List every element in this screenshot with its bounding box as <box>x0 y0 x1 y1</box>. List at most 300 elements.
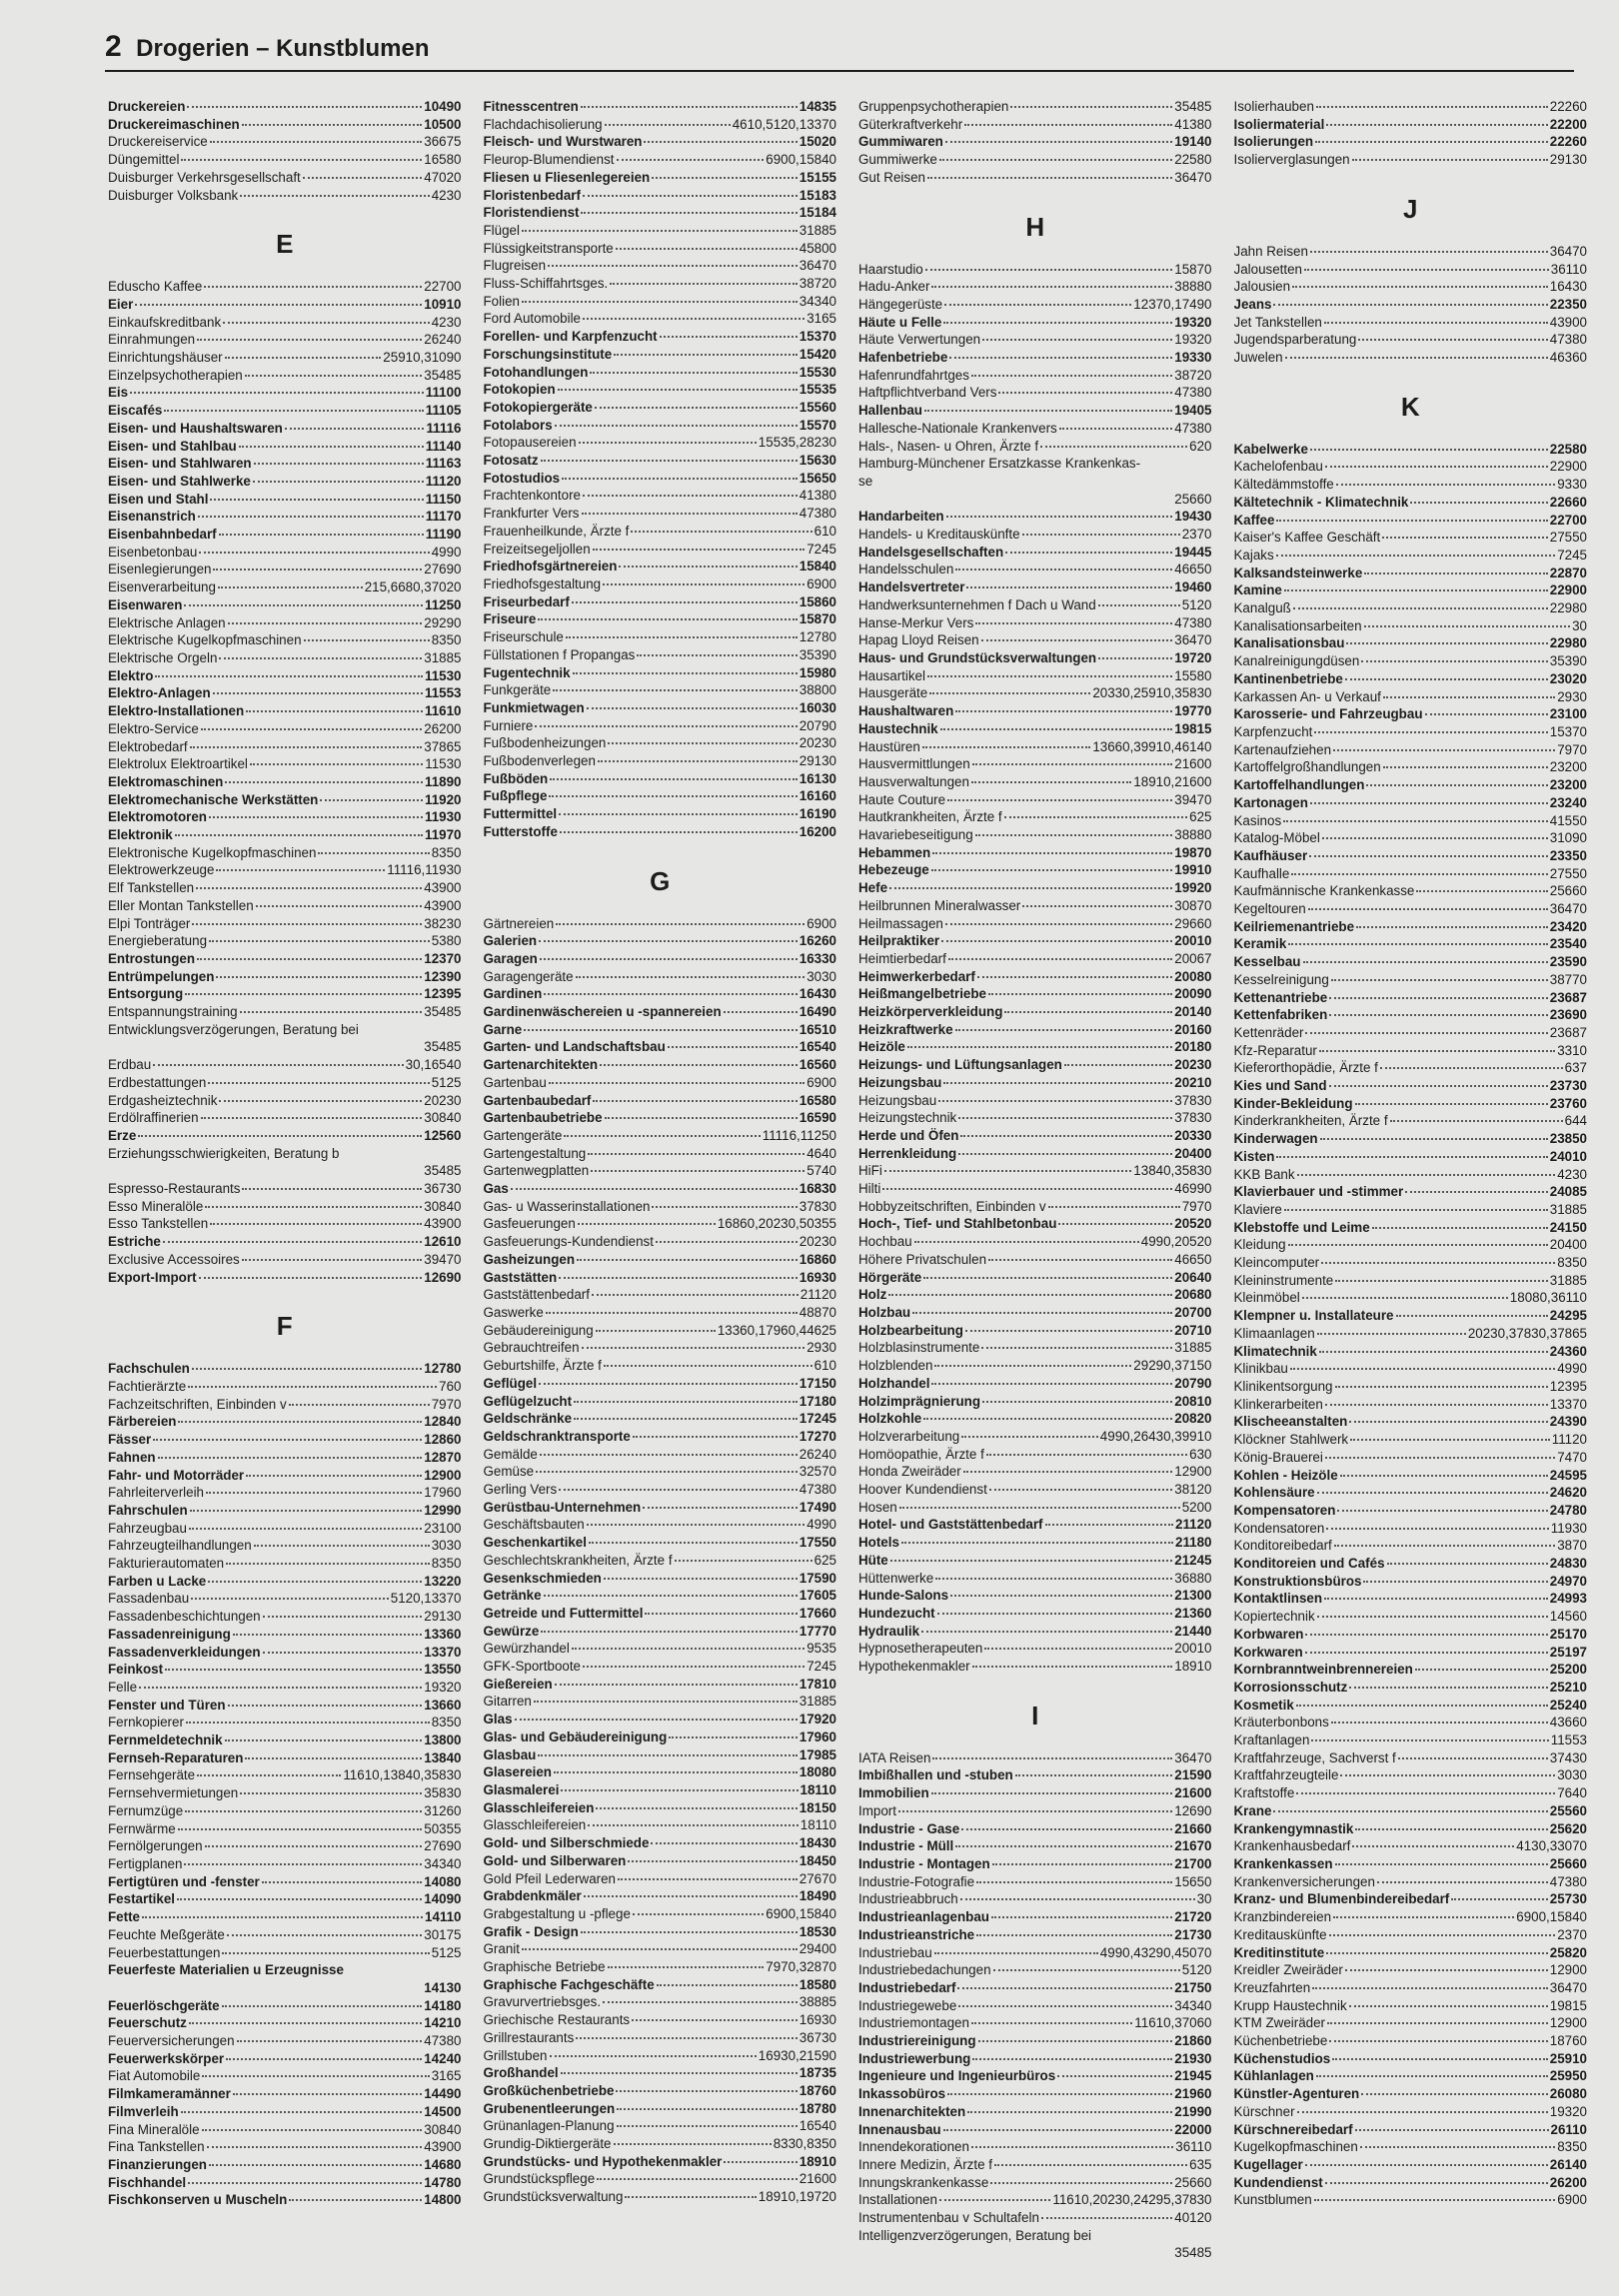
index-entry <box>484 541 837 559</box>
index-entry <box>108 116 462 134</box>
entry-page-ref: 23540 <box>1549 936 1587 952</box>
entry-name: Handelsschulen <box>858 562 954 577</box>
entry-name: Industrieabbruch <box>858 1891 958 1907</box>
entry-page-ref: 4990,26430,39910 <box>1099 1428 1212 1444</box>
section-letter: K <box>1400 391 1420 422</box>
dot-leader <box>1322 837 1548 839</box>
index-entry <box>858 1393 1212 1411</box>
dot-leader <box>1366 784 1547 786</box>
index-entry <box>858 1802 1212 1820</box>
dot-leader <box>988 1259 1172 1261</box>
index-entry <box>484 2153 837 2171</box>
index-entry <box>484 1658 837 1676</box>
dot-leader <box>219 657 422 659</box>
entry-page-ref: 20230 <box>424 1092 462 1108</box>
dot-leader <box>660 336 798 338</box>
dot-leader <box>240 1792 422 1794</box>
index-entry <box>1234 1837 1588 1855</box>
dot-leader <box>1451 1898 1547 1900</box>
index-entry <box>484 1623 837 1641</box>
entry-page-ref: 9330 <box>1557 477 1587 493</box>
index-entry <box>858 1215 1212 1233</box>
entry-page-ref: 16860,20230,50355 <box>717 1216 836 1232</box>
index-entry <box>484 1056 837 1074</box>
index-entry <box>1234 953 1588 971</box>
dot-leader <box>196 887 422 889</box>
entry-name: Elektrowerkzeuge <box>108 862 215 878</box>
dot-leader <box>675 1560 812 1562</box>
entry-name: Fassadenbeschichtungen <box>108 1609 261 1625</box>
entry-page-ref: 23687 <box>1549 1024 1587 1040</box>
entry-name: Fernsehgeräte <box>108 1767 196 1783</box>
entry-name: Hapag Lloyd Reisen <box>858 632 979 648</box>
entry-page-ref: 26240 <box>424 332 462 348</box>
entry-page-ref: 16590 <box>799 1110 836 1126</box>
dot-leader <box>1317 1333 1466 1335</box>
index-entry <box>484 1834 837 1852</box>
entry-name: Kinderwagen <box>1233 1131 1318 1147</box>
index-entry <box>858 879 1212 897</box>
dot-leader <box>976 1934 1172 1936</box>
entry-page-ref: 23200 <box>1549 777 1587 793</box>
dot-leader <box>222 1952 429 1954</box>
index-entry <box>858 116 1212 134</box>
dot-leader <box>1325 1404 1548 1406</box>
entry-name: Geflügelzucht <box>483 1393 573 1409</box>
entry-name: Hypothekenmakler <box>858 1659 970 1675</box>
entry-name: Hörgeräte <box>858 1269 922 1285</box>
entry-page-ref: 7970 <box>1557 741 1587 757</box>
entry-name: Industrie-Fotografie <box>858 1873 975 1889</box>
entry-page-ref: 8350 <box>1557 1255 1587 1271</box>
index-entry <box>484 151 837 169</box>
entry-name: Geburtshilfe, Ärzte f <box>483 1358 602 1374</box>
entry-name: Gas- u Wasserinstallationen <box>483 1198 651 1214</box>
entry-page-ref: 24360 <box>1549 1343 1587 1359</box>
entry-page-ref: 12690 <box>1174 1802 1212 1818</box>
entry-page-ref: 11190 <box>425 527 462 543</box>
entry-page-ref: 17770 <box>799 1623 836 1639</box>
entry-page-ref: 8350 <box>1557 2139 1587 2155</box>
index-entry <box>108 1145 462 1163</box>
entry-page-ref: 17920 <box>799 1712 836 1727</box>
entry-page-continuation: 35485 <box>1174 2245 1212 2261</box>
entry-page-ref: 25820 <box>1549 1944 1587 1960</box>
index-entry <box>484 346 837 364</box>
entry-name: KTM Zweiräder <box>1233 2015 1326 2031</box>
entry-page-ref: 27690 <box>424 562 462 577</box>
index-entry <box>1234 1855 1588 1873</box>
entry-page-ref: 26200 <box>424 720 462 736</box>
entry-page-ref: 13370 <box>424 1644 462 1660</box>
entry-name: Fußpflege <box>483 788 548 804</box>
index-entry <box>108 1766 462 1784</box>
dot-leader <box>153 1064 403 1066</box>
dot-leader <box>947 799 1172 801</box>
index-entry <box>858 1304 1212 1322</box>
entry-name: Konstruktionsbüros <box>1233 1573 1362 1589</box>
entry-name: Glasbau <box>483 1746 537 1762</box>
entry-name: Korkwaren <box>1233 1644 1303 1660</box>
entry-page-ref: 13660 <box>424 1697 462 1713</box>
dot-leader <box>1297 2111 1548 2113</box>
entry-page-ref: 5120,13370 <box>390 1591 462 1607</box>
entry-page-ref: 12690 <box>424 1269 462 1285</box>
index-entry <box>108 544 462 562</box>
dot-leader <box>1377 1881 1548 1883</box>
entry-page-ref: 19140 <box>1174 134 1212 150</box>
dot-leader <box>1329 1934 1556 1936</box>
entry-name: Gold Pfeil Lederwaren <box>483 1870 616 1886</box>
index-entry <box>108 151 462 169</box>
index-entry <box>108 1360 462 1378</box>
entry-page-ref: 21670 <box>1174 1838 1212 1854</box>
entry-name: Heizungsbau <box>858 1074 942 1090</box>
entry-page-ref: 16930,21590 <box>758 2047 836 2063</box>
entry-page-ref: 22260 <box>1549 134 1587 150</box>
dot-leader <box>254 1545 430 1547</box>
dot-leader <box>561 1789 798 1791</box>
dot-leader <box>981 639 1173 641</box>
entry-name: Kugelkopfmaschinen <box>1233 2139 1358 2155</box>
index-entry <box>1234 599 1588 617</box>
index-entry <box>108 314 462 332</box>
dot-leader <box>225 357 382 359</box>
index-entry <box>108 402 462 420</box>
entry-page-ref: 20090 <box>1174 986 1212 1002</box>
dot-leader <box>901 1542 1173 1544</box>
entry-name: Innenarchitekten <box>858 2103 966 2119</box>
entry-page-ref: 26200 <box>1549 2174 1587 2190</box>
entry-name: Espresso-Restaurants <box>108 1181 241 1197</box>
dot-leader <box>142 1916 423 1918</box>
dot-leader <box>1387 1563 1548 1565</box>
entry-name: Eiscafés <box>108 403 163 419</box>
entry-page-ref: 24150 <box>1549 1219 1587 1235</box>
entry-page-ref: 24010 <box>1549 1148 1587 1164</box>
entry-name: Fitnesscentren <box>483 99 579 114</box>
entry-name: Fahrleiterverleih <box>108 1485 205 1501</box>
entry-name: Gitarren <box>483 1694 532 1710</box>
dot-leader <box>1303 961 1548 963</box>
entry-page-ref: 20790 <box>1174 1375 1212 1391</box>
entry-name: Fotohandlungen <box>483 364 589 380</box>
index-entry <box>108 1573 462 1591</box>
entry-page-ref: 20710 <box>1174 1322 1212 1338</box>
entry-name: Fugentechnik <box>483 664 571 680</box>
entry-page-ref: 15870 <box>1174 261 1212 277</box>
entry-name: Gebäudereinigung <box>483 1322 594 1338</box>
entry-page-ref: 31885 <box>1174 1340 1212 1356</box>
index-entry <box>484 1304 837 1322</box>
dot-leader <box>245 375 423 377</box>
entry-page-ref: 13550 <box>424 1662 462 1678</box>
dot-leader <box>1316 2075 1548 2077</box>
entry-name: Elektronik <box>108 827 173 843</box>
index-entry <box>1234 670 1588 688</box>
entry-name: Klempner u. Installateure <box>1233 1308 1394 1324</box>
dot-leader <box>1335 1863 1548 1865</box>
entry-page-ref: 15840 <box>799 559 836 574</box>
index-entry <box>484 1781 837 1799</box>
entry-page-ref: 21860 <box>1174 2033 1212 2049</box>
dot-leader <box>582 513 798 515</box>
entry-page-ref: 25560 <box>1549 1802 1587 1818</box>
entry-name: Folien <box>483 293 520 309</box>
entry-name: Klinikentsorgung <box>1233 1379 1333 1394</box>
index-entry <box>1234 1201 1588 1219</box>
index-entry <box>1234 1802 1588 1820</box>
entry-page-ref: 12900 <box>1174 1464 1212 1480</box>
entry-page-ref: 21360 <box>1174 1605 1212 1621</box>
entry-name: Haftpflichtverband Vers <box>858 385 997 401</box>
dot-leader <box>1005 552 1172 554</box>
dot-leader <box>549 795 797 797</box>
entry-name: Friedhofsgärtnereien <box>483 559 618 574</box>
entry-name: Erziehungsschwierigkeiten, Beratung b <box>108 1145 340 1161</box>
index-entry <box>484 1127 837 1145</box>
dot-leader <box>205 1206 422 1208</box>
dot-leader <box>242 124 423 126</box>
entry-name: Karpfenzucht <box>1233 723 1313 739</box>
entry-page-ref: 13840 <box>424 1749 462 1765</box>
dot-leader <box>994 2164 1187 2166</box>
dot-leader <box>977 976 1172 978</box>
index-entry <box>1234 2032 1588 2050</box>
entry-name: Druckereiservice <box>108 134 208 150</box>
entry-page-ref: 8350 <box>431 632 462 648</box>
entry-page-ref: 18780 <box>799 2100 836 2116</box>
entry-page-ref: 19320 <box>1174 314 1212 330</box>
index-entry <box>858 826 1212 844</box>
entry-name: Industrieanlagenbau <box>858 1909 989 1925</box>
index-entry <box>858 2103 1212 2121</box>
entry-name: Hängegerüste <box>858 296 943 312</box>
entry-name: Freizeitsegeljollen <box>483 541 591 557</box>
entry-page-ref: 17985 <box>799 1746 836 1762</box>
dot-leader <box>155 675 423 677</box>
dot-leader <box>165 1669 422 1671</box>
entry-page-ref: 23100 <box>424 1520 462 1536</box>
index-entry <box>108 2085 462 2103</box>
entry-page-ref: 13800 <box>424 1732 462 1748</box>
entry-page-ref: 47380 <box>424 2033 462 2049</box>
entry-name: Herde und Öfen <box>858 1127 959 1143</box>
entry-page-ref: 14835 <box>799 99 836 114</box>
entry-name: Flugreisen <box>483 258 547 274</box>
entry-name: Grillstuben <box>483 2047 548 2063</box>
entry-page-ref: 18110 <box>800 1781 836 1797</box>
entry-page-ref: 47020 <box>424 169 462 185</box>
entry-page-ref: 2930 <box>1557 688 1587 704</box>
entry-page-ref: 29130 <box>799 753 836 769</box>
entry-name: Düngemittel <box>108 152 180 168</box>
dot-leader <box>899 1507 1180 1509</box>
index-entry <box>484 1676 837 1694</box>
index-entry <box>858 1446 1212 1464</box>
entry-name: Fachtierärzte <box>108 1379 187 1394</box>
entry-page-ref: 17490 <box>799 1499 836 1515</box>
dot-leader <box>1349 2005 1548 2007</box>
index-entry <box>1234 1502 1588 1520</box>
index-entry <box>484 434 837 452</box>
entry-name: Industrie - Gase <box>858 1820 960 1836</box>
entry-name: Kisten <box>1233 1148 1275 1164</box>
dot-leader <box>1314 731 1547 733</box>
index-entry <box>484 222 837 240</box>
index-entry <box>484 1074 837 1092</box>
entry-page-ref: 625 <box>813 1552 836 1568</box>
dot-leader <box>178 1421 422 1423</box>
entry-page-ref: 11553 <box>1550 1732 1587 1748</box>
entry-name: Kohlensäure <box>1233 1485 1315 1501</box>
entry-page-ref: 17605 <box>799 1588 836 1604</box>
entry-name: Gartenarchitekten <box>483 1057 599 1073</box>
index-entry <box>108 455 462 473</box>
index-entry <box>858 649 1212 667</box>
dot-leader <box>652 1206 797 1208</box>
entry-name: Hobbyzeitschriften, Einbinden v <box>858 1198 1046 1214</box>
dot-leader <box>559 1277 798 1279</box>
dot-leader <box>153 1439 422 1441</box>
dot-leader <box>227 1934 422 1936</box>
entry-page-ref: 644 <box>1564 1113 1587 1129</box>
entry-page-ref: 12395 <box>1549 1379 1587 1394</box>
dot-leader <box>1317 1492 1548 1494</box>
index-entry <box>484 950 837 968</box>
entry-page-ref: 3030 <box>807 968 836 984</box>
dot-leader <box>562 478 798 480</box>
entry-page-ref: 12900 <box>1549 2015 1587 2031</box>
index-entry <box>858 2067 1212 2085</box>
entry-name: Druckereien <box>108 99 186 114</box>
index-entry <box>858 985 1212 1003</box>
entry-name: Funkmietwagen <box>483 699 585 715</box>
entry-name: Graphische Betriebe <box>483 1959 606 1975</box>
index-entry <box>108 1626 462 1644</box>
dot-leader <box>651 1842 797 1844</box>
entry-page-ref: 11150 <box>425 491 462 507</box>
index-entry <box>1234 2121 1588 2139</box>
entry-name: Kohlen - Heizöle <box>1233 1467 1338 1483</box>
index-entry <box>484 805 837 823</box>
dot-leader <box>889 887 1172 889</box>
entry-name: Handelsvertreter <box>858 579 965 595</box>
entry-page-ref: 36110 <box>1175 2139 1212 2155</box>
entry-name: Hotel- und Gaststättenbedarf <box>858 1517 1043 1533</box>
entry-page-ref: 22580 <box>1549 441 1587 457</box>
dot-leader <box>135 304 422 306</box>
index-entry <box>858 1855 1212 1873</box>
entry-page-ref: 15530 <box>799 364 836 380</box>
entry-name: Hebammen <box>858 844 931 860</box>
entry-page-ref: 11120 <box>1551 1432 1587 1448</box>
index-entry <box>108 1997 462 2015</box>
entry-page-ref: 36880 <box>1174 1570 1212 1586</box>
entry-name: Haustüren <box>858 738 920 754</box>
entry-name: Fertigplanen <box>108 1855 183 1871</box>
index-entry <box>858 1056 1212 1074</box>
entry-page-ref: 15370 <box>799 329 836 345</box>
entry-page-ref: 15870 <box>799 611 836 627</box>
index-entry <box>108 2174 462 2192</box>
dot-leader <box>618 1878 798 1880</box>
dot-leader <box>574 1401 798 1403</box>
entry-page-ref: 18910,21600 <box>1133 773 1212 789</box>
entry-page-ref: 21730 <box>1174 1926 1212 1942</box>
dot-leader <box>210 499 423 501</box>
dot-leader <box>576 976 806 978</box>
dot-leader <box>189 1528 422 1530</box>
entry-page-ref: 7970 <box>431 1396 462 1412</box>
index-entry <box>858 631 1212 649</box>
dot-leader <box>185 993 422 995</box>
entry-name: Gasheizungen <box>483 1251 576 1267</box>
entry-name: Keilriemenantriebe <box>1233 918 1355 934</box>
entry-page-ref: 19460 <box>1174 579 1212 595</box>
index-entry <box>484 240 837 258</box>
dot-leader <box>1098 657 1172 659</box>
entry-name: Fiat Automobile <box>108 2068 201 2084</box>
entry-name: Elektromotoren <box>108 809 207 825</box>
index-entry <box>1234 652 1588 670</box>
entry-page-ref: 16540 <box>799 1039 836 1055</box>
entry-page-ref: 18760 <box>799 2082 836 2098</box>
dot-leader <box>945 923 1172 925</box>
index-entry <box>484 98 837 116</box>
dot-leader <box>566 636 798 638</box>
dot-leader <box>1331 979 1548 981</box>
entry-name: Holzhandel <box>858 1375 930 1391</box>
entry-name: Fernsehvermietungen <box>108 1785 239 1801</box>
entry-name: Isolierhauben <box>1233 99 1314 114</box>
index-entry <box>484 2064 837 2082</box>
entry-page-ref: 19720 <box>1174 649 1212 665</box>
dot-leader <box>304 639 430 641</box>
index-entry <box>858 1322 1212 1340</box>
entry-name: Hoch-, Tief- und Stahlbetonbau <box>858 1216 1057 1232</box>
index-entry <box>1234 529 1588 547</box>
entry-page-ref: 26110 <box>1550 2121 1587 2137</box>
entry-name: Funkgeräte <box>483 682 552 698</box>
entry-page-ref: 16930 <box>799 1269 836 1285</box>
entry-page-ref: 21300 <box>1174 1588 1212 1604</box>
entry-page-ref: 2370 <box>1181 527 1212 543</box>
index-entry <box>484 985 837 1003</box>
index-entry <box>858 1926 1212 1944</box>
dot-leader <box>1325 466 1548 468</box>
dot-leader <box>1340 1475 1548 1477</box>
dot-leader <box>1015 1774 1173 1776</box>
entry-name: Ingenieure und Ingenieurbüros <box>858 2068 1056 2084</box>
entry-name: Höhere Privatschulen <box>858 1251 987 1267</box>
dot-leader <box>950 1595 1172 1597</box>
index-entry <box>1234 1112 1588 1130</box>
index-entry <box>1234 151 1588 169</box>
dot-leader <box>553 689 798 691</box>
entry-page-ref: 16260 <box>799 933 836 949</box>
index-entry <box>108 2014 462 2032</box>
dot-leader <box>1310 251 1548 253</box>
entry-page-ref: 15650 <box>1174 1873 1212 1889</box>
index-entry <box>858 720 1212 738</box>
entry-name: Klebstoffe und Leime <box>1233 1219 1370 1235</box>
entry-name: Elpi Tonträger <box>108 915 191 931</box>
entry-name: Gruppenpsychotherapien <box>858 99 1009 114</box>
dot-leader <box>541 460 798 462</box>
index-entry <box>858 968 1212 986</box>
entry-name: Kabelwerke <box>1233 441 1308 457</box>
